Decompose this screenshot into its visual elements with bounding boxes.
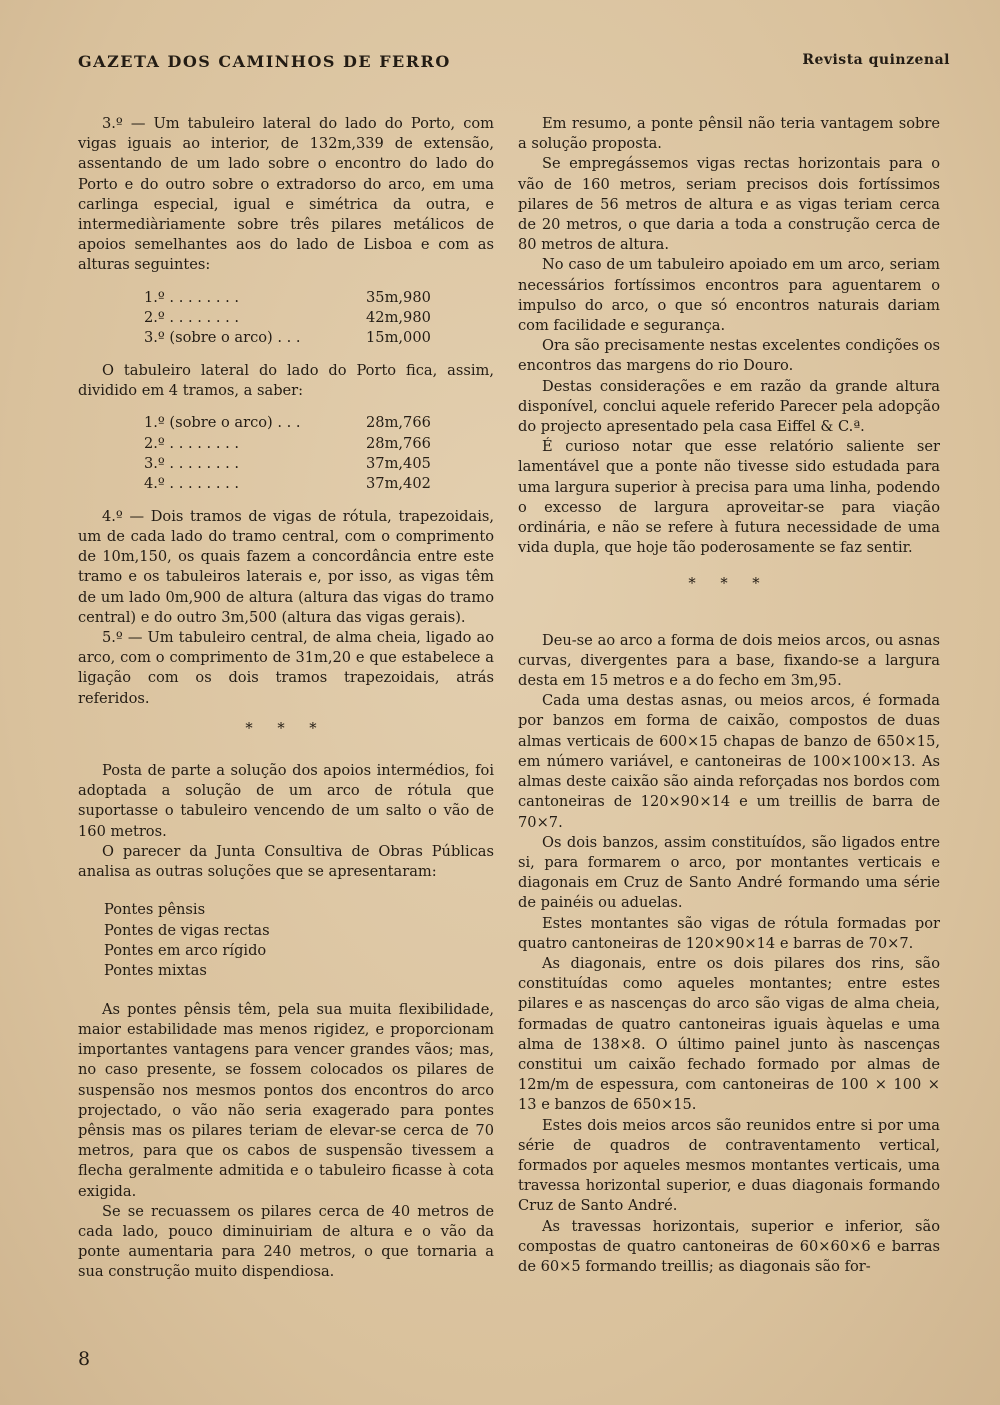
spans-list [144, 413, 494, 495]
paragraph: As diagonais, entre os dois pilares dos rins, são constituídas como aqueles montantes; entre estes pilares e as nascenças do arco são vigas de alma cheia, formadas de quatro cantoneiras iguais àquelas e uma alma de 138×8. O último painel junto às nascenças constitui um caixão fechado formado por almas de 12m/m de espessura, com cantoneiras de 100 × 100 × 13 e banzos de 650×15. [518, 954, 940, 1114]
page-header [78, 52, 950, 78]
paragraph: O tabuleiro lateral do lado do Porto fica, assim, dividido em 4 tramos, a saber: [78, 361, 494, 399]
paragraph: Se se recuassem os pilares cerca de 40 metros de cada lado, pouco diminuiriam de altura e o vão da ponte aumentaria para 240 metros, o que tornaria a sua construção muito dispendiosa. [78, 1202, 494, 1281]
paragraph: É curioso notar que esse relatório saliente ser lamentável que a ponte não tivesse sido estudada para uma largura superior à precisa para uma linha, podendo o excesso de largura aproveitar-se para viação ordinária, e não se refere à futura necessidade de uma vida dupla, que hoje tão poderosamente se faz sentir. [518, 438, 940, 557]
list-item: 4.º . . . . . . . . 37m,402 [144, 475, 431, 493]
paragraph: Estes dois meios arcos são reunidos entre si por uma série de quadros de contraventamento vertical, formados por aqueles mesmos montantes verticais, uma travessa horizontal superior, e duas diagonais formando Cruz de Santo André. [518, 1116, 940, 1215]
list-item: 2.º . . . . . . . . 28m,766 [144, 434, 431, 452]
paragraph: O parecer da Junta Consultiva de Obras Públicas analisa as outras soluções que se apresentaram: [78, 842, 494, 881]
list-item: Pontes mixtas [104, 962, 207, 980]
page-number: 8 [78, 1348, 91, 1370]
left-column [78, 114, 494, 1283]
list-item: 1.º . . . . . . . . 35m,980 [144, 288, 431, 306]
paragraph: Cada uma destas asnas, ou meios arcos, é formada por banzos em forma de caixão, compostos de duas almas verticais de 600×15 chapas de banzo de 650×15, em número variável, e cantoneiras de 100×100×13. As almas deste caixão são ainda reforçadas nos bordos com cantoneiras de 120×90×14 e um treillis de barra de 70×7. [518, 692, 940, 831]
section-separator: * * * [245, 719, 327, 737]
paragraph: Posta de parte a solução dos apoios intermédios, foi adoptada a solução de um arco de rótula que suportasse o tabuleiro vencendo de um salto o vão de 160 metros. [78, 762, 494, 840]
paragraph: Ora são precisamente nestas excelentes condições os encontros das margens do rio Douro. [518, 337, 940, 375]
journal-subtitle: Revista quinzenal [802, 52, 950, 68]
paragraph: 4.º — Dois tramos de vigas de rótula, trapezoidais, um de cada lado do tramo central, com o comprimento de 10m,150, os quais fazem a concordância entre este tramo e os tabuleiros laterais e, por isso, as vigas têm de um lado 0m,900 de altura (altura das vigas do tramo central) e do outro 3m,500 (altura das vigas gerais). [78, 507, 494, 626]
journal-title: GAZETA DOS CAMINHOS DE FERRO [78, 52, 451, 71]
paragraph: As travessas horizontais, superior e inferior, são compostas de quatro cantoneiras de 60×60×6 e barras de 60×5 formando treillis; as diagonais são for- [518, 1217, 940, 1275]
list-item: Pontes em arco rígido [104, 942, 267, 959]
list-item: 1.º (sobre o arco) . . . 28m,766 [144, 414, 431, 432]
paragraph: Em resumo, a ponte pênsil não teria vantagem sobre a solução proposta. [518, 115, 940, 153]
section-separator: * * * [688, 575, 770, 593]
paragraph: Estes montantes são vigas de rótula formadas por quatro cantoneiras de 120×90×14 e barras de 70×7. [518, 914, 940, 952]
bridge-types-list [104, 900, 494, 982]
paragraph: Se empregássemos vigas rectas horizontais para o vão de 160 metros, seriam precisos dois fortíssimos pilares de 56 metros de altura e as vigas teriam cerca de 20 metros, o que daria a toda a construção cerca de 80 metros de altura. [518, 155, 940, 254]
paragraph: As pontes pênsis têm, pela sua muita flexibilidade, maior estabilidade mas menos rigidez, e proporcionam importantes vantagens para vencer grandes vãos; mas, no caso presente, se fossem colocados os pilares de suspensão nos mesmos pontos dos encontros do arco projectado, o vão não seria exagerado para pontes pênsis mas os pilares teriam de elevar-se cerca de 70 metros, para que os cabos de suspensão tivessem a flecha geralmente admitida e o tabuleiro ficasse à cota exigida. [78, 1000, 494, 1200]
list-item: Pontes pênsis [104, 901, 206, 919]
list-item: 2.º . . . . . . . . 42m,980 [144, 309, 431, 327]
paragraph: No caso de um tabuleiro apoiado em um arco, seriam necessários fortíssimos encontros para aguentarem o impulso do arco, o que só encontros naturais dariam com facilidade e segurança. [518, 256, 940, 335]
paragraph: Os dois banzos, assim constituídos, são ligados entre si, para formarem o arco, por montantes verticais e diagonais em Cruz de Santo André formando uma série de painéis ou aduelas. [518, 833, 940, 912]
list-item: 3.º (sobre o arco) . . . 15m,000 [144, 329, 431, 347]
list-item: Pontes de vigas rectas [104, 921, 270, 939]
list-item: 3.º . . . . . . . . 37m,405 [144, 454, 431, 472]
paragraph: 3.º — Um tabuleiro lateral do lado do Porto, com vigas iguais ao interior, de 132m,339 de extensão, assentando de um lado sobre o encontro do lado do Porto e do outro sobre o extradorso do arco, em uma carlinga especial, igual e simétrica da outra, e intermediàriamente sobre três pilares metálicos de apoios semelhantes aos do lado de Lisboa e com as alturas seguintes: [78, 115, 494, 274]
paragraph: Deu-se ao arco a forma de dois meios arcos, ou asnas curvas, divergentes para a base, fixando-se a largura desta em 15 metros e a do fecho em 3m,95. [518, 631, 940, 690]
paragraph: 5.º — Um tabuleiro central, de alma cheia, ligado ao arco, com o comprimento de 31m,20 e que estabelece a ligação com os dois tramos trapezoidais, atrás referidos. [78, 628, 494, 707]
paragraph: Destas considerações e em razão da grande altura disponível, conclui aquele referido Parecer pela adopção do projecto apresentado pela casa Eiffel & C.ª. [518, 377, 940, 436]
heights-list [144, 288, 494, 349]
right-column [518, 114, 940, 1277]
